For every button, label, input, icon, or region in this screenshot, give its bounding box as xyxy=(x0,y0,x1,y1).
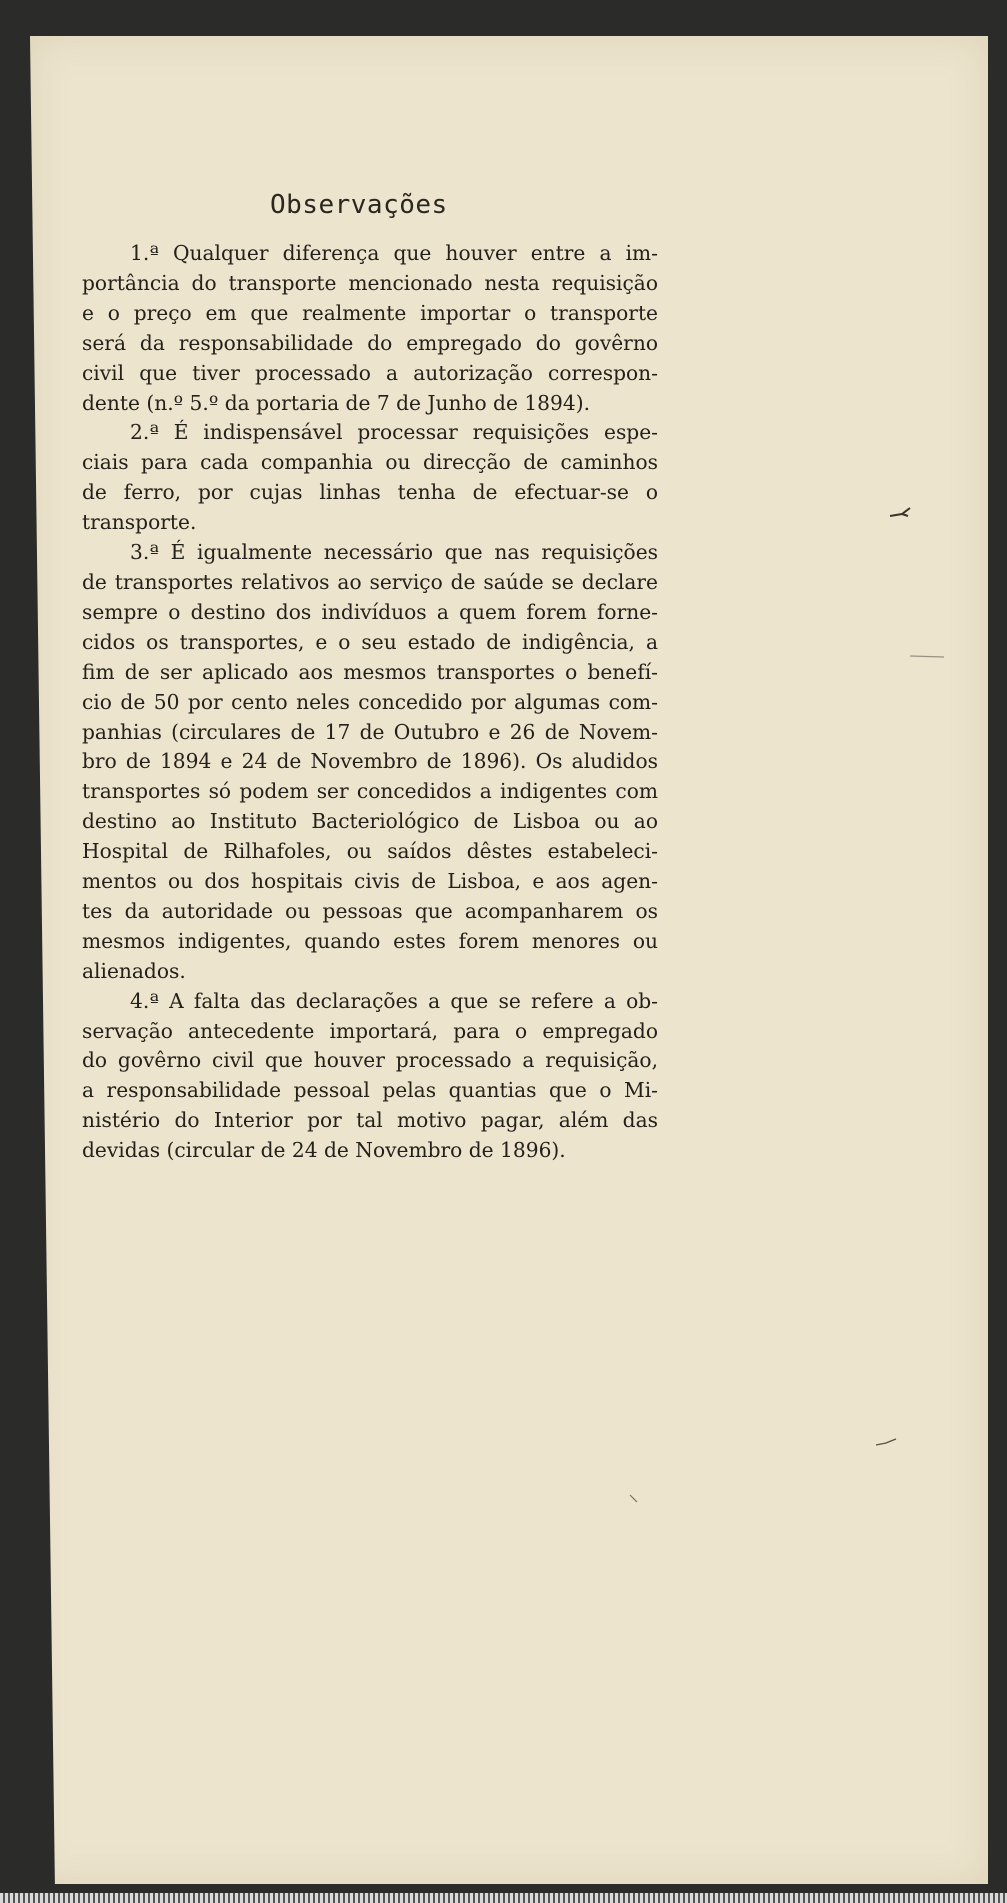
note-number: 4.ª xyxy=(130,988,159,1013)
note-line: 1.ª Qualquer diferença que houver entre a im- xyxy=(130,241,659,265)
note-number: 2.ª xyxy=(130,420,159,445)
note-line: a responsabilidade pessoal pelas quantias que o Mi- xyxy=(82,1078,658,1103)
note-line: de ferro, por cujas linhas tenha de efectuar-se o xyxy=(82,480,658,505)
note-line: e o preço em que realmente importar o transporte xyxy=(82,300,658,325)
note-line: mesmos indigentes, quando estes forem menores ou xyxy=(82,928,658,953)
pencil-mark-icon xyxy=(628,1493,640,1505)
note-line: fim de ser aplicado aos mesmos transportes o benefí- xyxy=(82,659,658,684)
note-line: dente (n.º 5.º da portaria de 7 de Junho de 1894). xyxy=(82,390,590,415)
note-line: 4.ª A falta das declarações a que se refere a ob- xyxy=(130,988,658,1013)
note-line: servação antecedente importará, para o empregado xyxy=(82,1018,658,1043)
page-title: Observações xyxy=(270,190,448,220)
note-line: Hospital de Rilhafoles, ou saídos dêstes estabeleci- xyxy=(82,839,658,864)
note-line: alienados. xyxy=(82,958,186,983)
note-line: tes da autoridade ou pessoas que acompanharem os xyxy=(82,898,658,923)
note-1 xyxy=(82,239,658,418)
note-3 xyxy=(82,538,658,987)
pencil-mark-icon xyxy=(874,1437,900,1447)
note-line: civil que tiver processado a autorização correspon- xyxy=(82,360,658,385)
note-line: nistério do Interior por tal motivo pagar, além das xyxy=(82,1108,658,1133)
notes-body xyxy=(82,239,658,1166)
pencil-mark-icon xyxy=(908,652,948,660)
scan-edge-ruler xyxy=(0,1893,1007,1903)
note-line: bro de 1894 e 24 de Novembro de 1896). Os aludidos xyxy=(82,749,658,774)
note-4 xyxy=(82,987,658,1166)
note-line: de transportes relativos ao serviço de saúde se declare xyxy=(82,569,658,594)
note-number: 1.ª xyxy=(130,241,159,265)
note-line: será da responsabilidade do empregado do govêrno xyxy=(82,330,658,355)
note-2 xyxy=(82,418,658,538)
note-line: portância do transporte mencionado nesta requisição xyxy=(82,270,658,295)
note-line: sempre o destino dos indivíduos a quem forem forne- xyxy=(82,599,658,624)
pencil-mark-icon xyxy=(888,505,914,519)
note-line: mentos ou dos hospitais civis de Lisboa, e aos agen- xyxy=(82,869,658,894)
note-line: cio de 50 por cento neles concedido por algumas com- xyxy=(82,689,658,714)
note-line: devidas (circular de 24 de Novembro de 1896). xyxy=(82,1138,566,1163)
note-number: 3.ª xyxy=(130,540,159,565)
note-line: 2.ª É indispensável processar requisições espe- xyxy=(130,420,658,445)
note-line: ciais para cada companhia ou direcção de caminhos xyxy=(82,450,658,475)
note-line: cidos os transportes, e o seu estado de indigência, a xyxy=(82,629,658,654)
note-line: 3.ª É igualmente necessário que nas requisições xyxy=(130,540,658,565)
note-line: panhias (circulares de 17 de Outubro e 26 de Novem- xyxy=(82,719,658,744)
note-line: do govêrno civil que houver processado a requisição, xyxy=(82,1048,658,1073)
note-line: transporte. xyxy=(82,510,197,535)
note-line: destino ao Instituto Bacteriológico de Lisboa ou ao xyxy=(82,809,658,834)
note-line: transportes só podem ser concedidos a indigentes com xyxy=(82,779,658,804)
